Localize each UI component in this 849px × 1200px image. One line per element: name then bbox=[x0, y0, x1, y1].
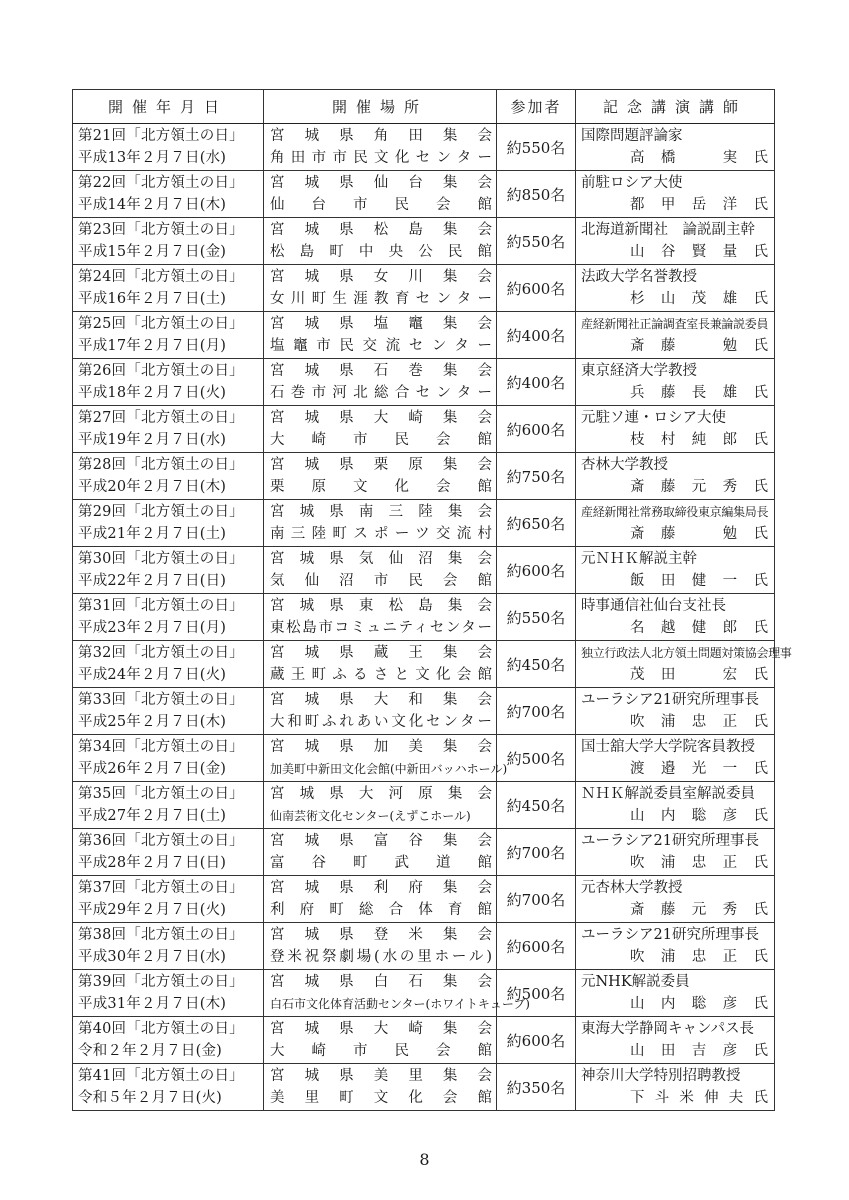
date-cell bbox=[73, 124, 264, 171]
table-header bbox=[73, 90, 775, 124]
venue-cell bbox=[264, 359, 497, 406]
speaker-cell bbox=[576, 547, 775, 594]
table-row bbox=[73, 265, 775, 312]
date-cell bbox=[73, 1064, 264, 1111]
speaker-name: 斎藤 勉氏 bbox=[630, 526, 768, 542]
event-date: 平成28年２月７日(日) bbox=[78, 855, 227, 871]
speaker-cell bbox=[576, 312, 775, 359]
speaker-name: 高橋 実氏 bbox=[630, 150, 768, 166]
speaker-name: 都甲岳洋氏 bbox=[630, 197, 768, 213]
speaker-cell bbox=[576, 876, 775, 923]
speaker-title: 産経新聞社常務取締役東京編集局長 bbox=[581, 505, 769, 519]
speaker-title: 北海道新聞社 論説副主幹 bbox=[581, 222, 755, 238]
venue-main: 宮城県登米集会 bbox=[270, 927, 492, 943]
event-name: 第21回「北方領土の日」 bbox=[78, 128, 244, 144]
speaker-name: 飯田健一氏 bbox=[630, 573, 768, 589]
venue-main: 宮城県大崎集会 bbox=[270, 1021, 492, 1037]
venue-main: 宮城県女川集会 bbox=[270, 269, 492, 285]
venue-main: 宮城県栗原集会 bbox=[270, 457, 492, 473]
venue-place: 大崎市民会館 bbox=[270, 432, 492, 448]
event-name: 第25回「北方領土の日」 bbox=[78, 316, 244, 332]
speaker-title: ユーラシア21研究所理事長 bbox=[581, 692, 759, 708]
date-cell bbox=[73, 547, 264, 594]
date-cell bbox=[73, 359, 264, 406]
table-row bbox=[73, 594, 775, 641]
venue-cell bbox=[264, 406, 497, 453]
event-name: 第26回「北方領土の日」 bbox=[78, 363, 244, 379]
attendance-cell: 約700名 bbox=[497, 876, 576, 923]
speaker-name: 名越健郎氏 bbox=[630, 620, 768, 636]
table-row bbox=[73, 124, 775, 171]
speaker-cell bbox=[576, 782, 775, 829]
event-name: 第30回「北方領土の日」 bbox=[78, 551, 244, 567]
venue-cell bbox=[264, 735, 508, 782]
venue-place: 蔵王町ふるさと文化会館 bbox=[270, 667, 492, 683]
event-date: 平成15年２月７日(金) bbox=[78, 244, 227, 260]
table-row bbox=[73, 641, 775, 688]
event-date: 平成31年２月７日(木) bbox=[78, 996, 227, 1012]
speaker-title: 神奈川大学特別招聘教授 bbox=[581, 1068, 741, 1084]
table-row bbox=[73, 359, 775, 406]
speaker-name: 斎藤元秀氏 bbox=[630, 902, 768, 918]
header-count: 参加者 bbox=[497, 90, 576, 124]
venue-main: 宮城県松島集会 bbox=[270, 222, 492, 238]
venue-place: 白石市文化体育活動センター(ホワイトキューブ) bbox=[270, 997, 530, 1011]
table-row bbox=[73, 782, 775, 829]
date-cell bbox=[73, 970, 264, 1017]
venue-place: 塩竈市民交流センター bbox=[270, 338, 492, 354]
venue-main: 宮城県角田集会 bbox=[270, 128, 492, 144]
speaker-name: 下斗米伸夫氏 bbox=[630, 1090, 768, 1106]
page-number: 8 bbox=[419, 1150, 430, 1169]
event-name: 第34回「北方領土の日」 bbox=[78, 739, 244, 755]
speaker-title: 前駐ロシア大使 bbox=[581, 175, 683, 191]
event-name: 第27回「北方領土の日」 bbox=[78, 410, 244, 426]
venue-main: 宮城県大和集会 bbox=[270, 692, 492, 708]
event-name: 第37回「北方領土の日」 bbox=[78, 880, 244, 896]
speaker-title: ユーラシア21研究所理事長 bbox=[581, 927, 759, 943]
venue-cell bbox=[264, 547, 497, 594]
venue-main: 宮城県美里集会 bbox=[270, 1068, 492, 1084]
attendance-cell: 約450名 bbox=[497, 782, 576, 829]
event-date: 平成26年２月７日(金) bbox=[78, 761, 227, 777]
venue-place: 仙台市民会館 bbox=[270, 197, 492, 213]
venue-main: 宮城県富谷集会 bbox=[270, 833, 492, 849]
speaker-title: 独立行政法人北方領土問題対策協会理事 bbox=[581, 646, 792, 660]
date-cell bbox=[73, 406, 264, 453]
speaker-name: 吹浦忠正氏 bbox=[630, 855, 768, 871]
speaker-cell bbox=[576, 688, 775, 735]
attendance-cell: 約750名 bbox=[497, 453, 576, 500]
table-row bbox=[73, 688, 775, 735]
attendance-cell: 約600名 bbox=[497, 547, 576, 594]
header-date: 開催年月日 bbox=[73, 90, 264, 124]
venue-cell bbox=[264, 312, 497, 359]
table-row bbox=[73, 547, 775, 594]
venue-main: 宮城県大崎集会 bbox=[270, 410, 492, 426]
venue-cell bbox=[264, 876, 497, 923]
table-row bbox=[73, 312, 775, 359]
speaker-title: 杏林大学教授 bbox=[581, 457, 668, 473]
event-name: 第36回「北方領土の日」 bbox=[78, 833, 244, 849]
event-date: 平成20年２月７日(木) bbox=[78, 479, 227, 495]
date-cell bbox=[73, 171, 264, 218]
speaker-title: 元駐ソ連・ロシア大使 bbox=[581, 410, 726, 426]
speaker-name: 山内聡彦氏 bbox=[630, 996, 768, 1012]
table-row bbox=[73, 1017, 775, 1064]
attendance-cell: 約600名 bbox=[497, 923, 576, 970]
event-name: 第38回「北方領土の日」 bbox=[78, 927, 244, 943]
speaker-title: 元杏林大学教授 bbox=[581, 880, 683, 896]
speaker-title: 時事通信社仙台支社長 bbox=[581, 598, 726, 614]
table-row bbox=[73, 876, 775, 923]
speaker-title: 元NHK解説委員 bbox=[581, 974, 690, 990]
event-name: 第39回「北方領土の日」 bbox=[78, 974, 244, 990]
speaker-name: 斎藤元秀氏 bbox=[630, 479, 768, 495]
speaker-cell bbox=[576, 406, 775, 453]
venue-place: 富谷町武道館 bbox=[270, 855, 492, 871]
venue-main: 宮城県石巻集会 bbox=[270, 363, 492, 379]
attendance-cell: 約550名 bbox=[497, 594, 576, 641]
event-date: 平成29年２月７日(火) bbox=[78, 902, 227, 918]
table-row bbox=[73, 453, 775, 500]
venue-cell bbox=[264, 641, 497, 688]
speaker-name: 吹浦忠正氏 bbox=[630, 714, 768, 730]
speaker-name: 山田吉彦氏 bbox=[630, 1043, 768, 1059]
venue-place: 利府町総合体育館 bbox=[270, 902, 492, 918]
venue-cell bbox=[264, 923, 497, 970]
event-name: 第40回「北方領土の日」 bbox=[78, 1021, 244, 1037]
speaker-cell bbox=[576, 923, 775, 970]
venue-cell bbox=[264, 453, 497, 500]
venue-place: 大和町ふれあい文化センター bbox=[270, 714, 492, 730]
attendance-cell: 約500名 bbox=[497, 970, 576, 1017]
speaker-cell bbox=[576, 359, 775, 406]
table-row bbox=[73, 923, 775, 970]
speaker-cell bbox=[576, 1064, 775, 1111]
venue-place: 石巻市河北総合センター bbox=[270, 385, 492, 401]
venue-place: 加美町中新田文化会館(中新田バッハホール) bbox=[270, 762, 508, 776]
venue-place: 大崎市民会館 bbox=[270, 1043, 492, 1059]
venue-place: 仙南芸術文化センター(えずこホール) bbox=[270, 809, 471, 823]
speaker-name: 吹浦忠正氏 bbox=[630, 949, 768, 965]
attendance-cell: 約700名 bbox=[497, 688, 576, 735]
event-date: 平成16年２月７日(土) bbox=[78, 291, 227, 307]
event-date: 平成18年２月７日(火) bbox=[78, 385, 227, 401]
attendance-cell: 約400名 bbox=[497, 312, 576, 359]
header-row bbox=[73, 90, 775, 124]
venue-place: 東松島市コミュニティセンター bbox=[270, 620, 492, 636]
event-name: 第22回「北方領土の日」 bbox=[78, 175, 244, 191]
table-row bbox=[73, 1064, 775, 1111]
date-cell bbox=[73, 923, 264, 970]
date-cell bbox=[73, 265, 264, 312]
speaker-cell bbox=[576, 124, 775, 171]
date-cell bbox=[73, 500, 264, 547]
table-row bbox=[73, 500, 775, 547]
event-date: 平成14年２月７日(木) bbox=[78, 197, 227, 213]
venue-main: 宮城県白石集会 bbox=[270, 974, 492, 990]
venue-cell bbox=[264, 265, 497, 312]
event-date: 平成21年２月７日(土) bbox=[78, 526, 227, 542]
event-record-table bbox=[72, 89, 792, 1111]
event-date: 平成13年２月７日(水) bbox=[78, 150, 227, 166]
event-name: 第33回「北方領土の日」 bbox=[78, 692, 244, 708]
date-cell bbox=[73, 312, 264, 359]
attendance-cell: 約600名 bbox=[497, 265, 576, 312]
venue-place: 登米祝祭劇場(水の里ホール) bbox=[270, 949, 492, 965]
speaker-cell bbox=[576, 500, 775, 547]
attendance-cell: 約600名 bbox=[497, 1017, 576, 1064]
attendance-cell: 約350名 bbox=[497, 1064, 576, 1111]
venue-cell bbox=[264, 1017, 497, 1064]
date-cell bbox=[73, 829, 264, 876]
venue-main: 宮城県大河原集会 bbox=[270, 786, 492, 802]
speaker-name: 山谷賢量氏 bbox=[630, 244, 768, 260]
venue-place: 南三陸町スポーツ交流村 bbox=[270, 526, 492, 542]
event-date: 平成25年２月７日(木) bbox=[78, 714, 227, 730]
event-name: 第32回「北方領土の日」 bbox=[78, 645, 244, 661]
date-cell bbox=[73, 594, 264, 641]
speaker-title: 国際問題評論家 bbox=[581, 128, 683, 144]
date-cell bbox=[73, 453, 264, 500]
attendance-cell: 約450名 bbox=[497, 641, 576, 688]
event-date: 平成22年２月７日(日) bbox=[78, 573, 227, 589]
header-speaker: 記念講演講師 bbox=[576, 90, 775, 124]
speaker-title: ユーラシア21研究所理事長 bbox=[581, 833, 759, 849]
venue-cell bbox=[264, 688, 497, 735]
speaker-cell bbox=[576, 265, 775, 312]
speaker-name: 杉山茂雄氏 bbox=[630, 291, 768, 307]
venue-place: 栗原文化会館 bbox=[270, 479, 492, 495]
speaker-title: 元ＮＨＫ解説主幹 bbox=[581, 551, 697, 567]
speaker-name: 山内聡彦氏 bbox=[630, 808, 768, 824]
venue-cell bbox=[264, 1064, 497, 1111]
event-name: 第23回「北方領土の日」 bbox=[78, 222, 244, 238]
date-cell bbox=[73, 641, 264, 688]
venue-main: 宮城県加美集会 bbox=[270, 739, 492, 755]
venue-place: 気仙沼市民会館 bbox=[270, 573, 492, 589]
attendance-cell: 約550名 bbox=[497, 124, 576, 171]
event-date: 平成17年２月７日(月) bbox=[78, 338, 227, 354]
event-name: 第29回「北方領土の日」 bbox=[78, 504, 244, 520]
event-date: 平成23年２月７日(月) bbox=[78, 620, 227, 636]
event-date: 令和５年２月７日(火) bbox=[78, 1090, 223, 1106]
speaker-title: 東京経済大学教授 bbox=[581, 363, 697, 379]
venue-main: 宮城県東松島集会 bbox=[270, 598, 492, 614]
speaker-title: ＮＨＫ解説委員室解説委員 bbox=[581, 786, 755, 802]
event-name: 第41回「北方領土の日」 bbox=[78, 1068, 244, 1084]
speaker-cell bbox=[576, 641, 792, 688]
date-cell bbox=[73, 1017, 264, 1064]
event-name: 第31回「北方領土の日」 bbox=[78, 598, 244, 614]
venue-cell bbox=[264, 500, 497, 547]
event-name: 第35回「北方領土の日」 bbox=[78, 786, 244, 802]
date-cell bbox=[73, 218, 264, 265]
speaker-title: 法政大学名誉教授 bbox=[581, 269, 697, 285]
speaker-cell bbox=[576, 171, 775, 218]
table-row bbox=[73, 970, 775, 1017]
venue-place: 美里町文化会館 bbox=[270, 1090, 492, 1106]
attendance-cell: 約550名 bbox=[497, 218, 576, 265]
venue-cell bbox=[264, 594, 497, 641]
venue-cell bbox=[264, 124, 497, 171]
attendance-cell: 約600名 bbox=[497, 406, 576, 453]
event-name: 第28回「北方領土の日」 bbox=[78, 457, 244, 473]
venue-cell bbox=[264, 171, 497, 218]
event-date: 平成27年２月７日(土) bbox=[78, 808, 227, 824]
attendance-cell: 約850名 bbox=[497, 171, 576, 218]
date-cell bbox=[73, 735, 264, 782]
speaker-title: 産経新聞社正論調査室長兼論説委員 bbox=[581, 317, 769, 331]
venue-place: 角田市市民文化センター bbox=[270, 150, 492, 166]
speaker-cell bbox=[576, 970, 775, 1017]
speaker-cell bbox=[576, 218, 775, 265]
venue-place: 松島町中央公民館 bbox=[270, 244, 492, 260]
date-cell bbox=[73, 688, 264, 735]
speaker-name: 茂田 宏氏 bbox=[630, 667, 768, 683]
speaker-name: 渡邉光一氏 bbox=[630, 761, 768, 777]
speaker-title: 国士舘大学大学院客員教授 bbox=[581, 739, 755, 755]
speaker-name: 斎藤 勉氏 bbox=[630, 338, 768, 354]
venue-main: 宮城県南三陸集会 bbox=[270, 504, 492, 520]
speaker-name: 兵藤長雄氏 bbox=[630, 385, 768, 401]
event-name: 第24回「北方領土の日」 bbox=[78, 269, 244, 285]
venue-main: 宮城県塩竈集会 bbox=[270, 316, 492, 332]
event-date: 平成19年２月７日(水) bbox=[78, 432, 227, 448]
venue-main: 宮城県利府集会 bbox=[270, 880, 492, 896]
speaker-cell bbox=[576, 594, 775, 641]
venue-cell bbox=[264, 782, 497, 829]
event-date: 令和２年２月７日(金) bbox=[78, 1043, 223, 1059]
speaker-cell bbox=[576, 735, 775, 782]
venue-cell bbox=[264, 829, 497, 876]
date-cell bbox=[73, 876, 264, 923]
venue-main: 宮城県仙台集会 bbox=[270, 175, 492, 191]
table-row bbox=[73, 829, 775, 876]
speaker-name: 枝村純郎氏 bbox=[630, 432, 768, 448]
table-row bbox=[73, 406, 775, 453]
speaker-cell bbox=[576, 829, 775, 876]
date-cell bbox=[73, 782, 264, 829]
event-date: 平成30年２月７日(水) bbox=[78, 949, 227, 965]
speaker-cell bbox=[576, 453, 775, 500]
attendance-cell: 約500名 bbox=[497, 735, 576, 782]
venue-main: 宮城県気仙沼集会 bbox=[270, 551, 492, 567]
table-row bbox=[73, 218, 775, 265]
table-row bbox=[73, 735, 775, 782]
event-date: 平成24年２月７日(火) bbox=[78, 667, 227, 683]
attendance-cell: 約400名 bbox=[497, 359, 576, 406]
header-venue: 開催場所 bbox=[264, 90, 497, 124]
speaker-title: 東海大学静岡キャンパス長 bbox=[581, 1021, 754, 1037]
attendance-cell: 約650名 bbox=[497, 500, 576, 547]
venue-place: 女川町生涯教育センター bbox=[270, 291, 492, 307]
table-body bbox=[73, 124, 792, 1111]
venue-main: 宮城県蔵王集会 bbox=[270, 645, 492, 661]
venue-cell bbox=[264, 970, 530, 1017]
table-row bbox=[73, 171, 775, 218]
speaker-cell bbox=[576, 1017, 775, 1064]
venue-cell bbox=[264, 218, 497, 265]
attendance-cell: 約700名 bbox=[497, 829, 576, 876]
